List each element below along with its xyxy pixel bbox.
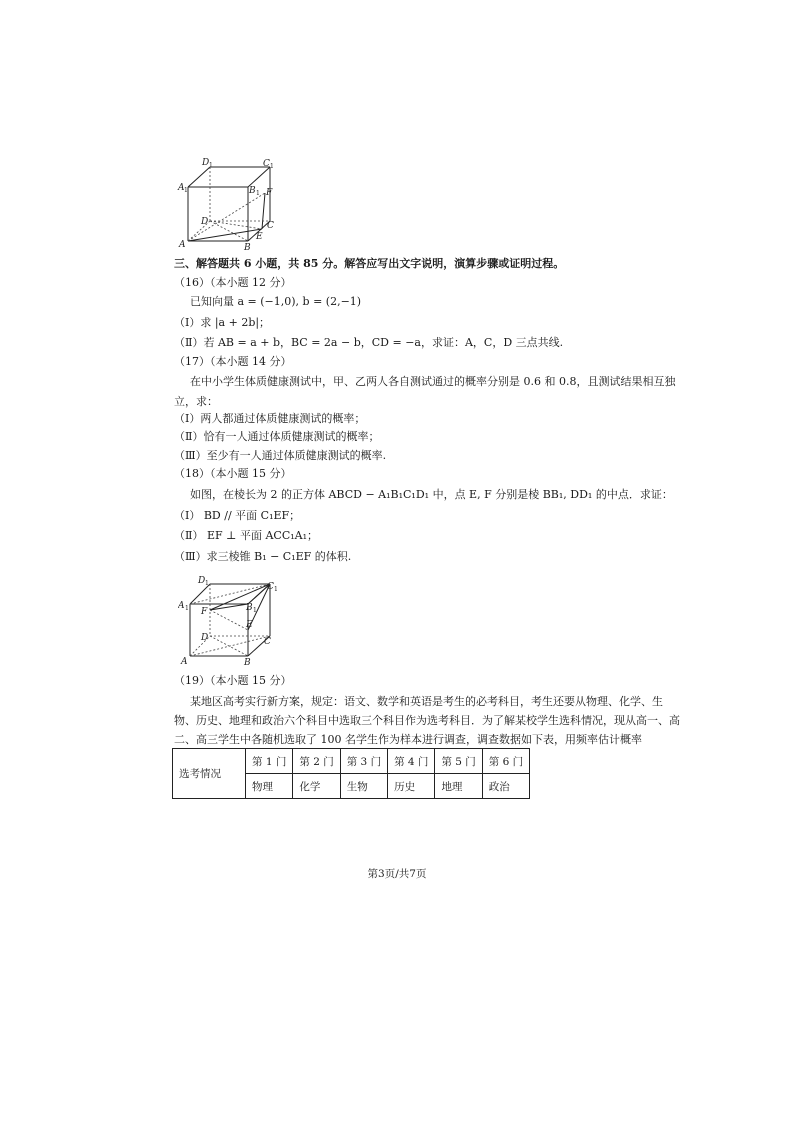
table-cell: 地理: [435, 774, 482, 799]
page-number: 第3页/共7页: [367, 868, 427, 880]
fig2-label-F: F: [201, 607, 208, 617]
svg-text:1: 1: [256, 190, 260, 197]
fig1-label-A1: A: [178, 183, 185, 193]
fig1-label-D: D: [201, 217, 209, 227]
q16-part1: （Ⅰ）求 |a + 2b|；: [174, 316, 271, 329]
section-3-heading: 三、解答题共 6 小题，共 85 分。解答应写出文字说明，演算步骤或证明过程。: [174, 257, 565, 270]
q17-stem-line1: 在中小学生体质健康测试中，甲、乙两人各自测试通过的概率分别是 0.6 和 0.8，且测试结果相互独: [190, 375, 676, 388]
q19-stem-line2: 物、历史、地理和政治六个科目中选取三个科目作为选考科目．为了解某校学生选科情况，现从高一、高: [174, 714, 680, 727]
column-header: 第 4 门: [388, 749, 435, 774]
q17-stem-line2: 立，求：: [174, 395, 218, 408]
q16-part2: （Ⅱ）若 AB = a + b，BC = 2a − b，CD = −a，求证：A，C，D 三点共线.: [174, 336, 564, 349]
cube-figure-1: [176, 155, 276, 251]
q18-part1: （Ⅰ） BD // 平面 C₁EF；: [174, 509, 301, 522]
q16-title: （16）（本小题 12 分）: [174, 276, 292, 289]
svg-text:1: 1: [209, 162, 213, 169]
column-header: 第 6 门: [482, 749, 529, 774]
q18-title: （18）（本小题 15 分）: [174, 467, 292, 480]
fig1-label-D1: D: [202, 158, 210, 168]
fig2-label-D1: D: [198, 576, 206, 586]
column-header: 第 5 门: [435, 749, 482, 774]
q17-part2: （Ⅱ）恰有一人通过体质健康测试的概率；: [174, 430, 380, 443]
fig2-label-B: B: [244, 658, 251, 668]
q17-part1: （Ⅰ）两人都通过体质健康测试的概率；: [174, 412, 366, 425]
svg-text:1: 1: [205, 580, 209, 587]
q18-stem: 如图，在棱长为 2 的正方体 ABCD − A₁B₁C₁D₁ 中，点 E, F 分别是棱 BB₁, DD₁ 的中点．求证：: [190, 488, 673, 501]
subject-selection-table: [172, 748, 530, 799]
fig1-label-C1: C: [263, 159, 270, 169]
table-row: [173, 749, 530, 774]
column-header: 第 2 门: [293, 749, 340, 774]
q19-stem-line3: 二、高三学生中各随机选取了 100 名学生作为样本进行调查，调查数据如下表，用频率估计概率: [174, 733, 642, 746]
svg-text:1: 1: [274, 586, 278, 593]
q18-part3: （Ⅲ）求三棱锥 B₁ − C₁EF 的体积.: [174, 550, 352, 563]
fig2-label-E: E: [246, 620, 253, 630]
svg-text:1: 1: [184, 187, 188, 194]
fig2-label-A1: A: [178, 601, 185, 611]
q17-part3: （Ⅲ）至少有一人通过体质健康测试的概率.: [174, 449, 387, 462]
table-cell: 化学: [293, 774, 340, 799]
q16-stem: 已知向量 a = (−1,0), b = (2,−1): [190, 295, 362, 308]
table-cell: 生物: [340, 774, 387, 799]
table-cell: 物理: [246, 774, 293, 799]
fig1-label-E: E: [256, 232, 263, 242]
fig2-label-D: D: [201, 633, 209, 643]
fig1-label-B: B: [244, 243, 251, 251]
svg-text:1: 1: [185, 605, 189, 612]
q19-title: （19）（本小题 15 分）: [174, 674, 292, 687]
q17-title: （17）（本小题 14 分）: [174, 355, 292, 368]
fig1-label-A: A: [179, 240, 186, 250]
q19-stem-line1: 某地区高考实行新方案，规定：语文、数学和英语是考生的必考科目，考生还要从物理、化学、生: [190, 695, 663, 708]
svg-text:1: 1: [253, 607, 257, 614]
fig2-label-B1: B: [246, 603, 253, 613]
table-row-header: 选考情况: [173, 749, 246, 799]
column-header: 第 1 门: [246, 749, 293, 774]
table-cell: 历史: [388, 774, 435, 799]
column-header: 第 3 门: [340, 749, 387, 774]
table-cell: 政治: [482, 774, 529, 799]
fig1-label-F: F: [266, 188, 273, 198]
q18-part2: （Ⅱ） EF ⊥ 平面 ACC₁A₁；: [174, 529, 319, 542]
fig2-label-C: C: [264, 637, 271, 647]
svg-text:1: 1: [270, 163, 274, 170]
fig1-label-B1: B: [249, 186, 256, 196]
cube-figure-2: [178, 572, 278, 668]
fig1-label-C: C: [267, 221, 274, 231]
fig2-label-C1: C: [267, 582, 274, 592]
fig2-label-A: A: [181, 657, 188, 667]
